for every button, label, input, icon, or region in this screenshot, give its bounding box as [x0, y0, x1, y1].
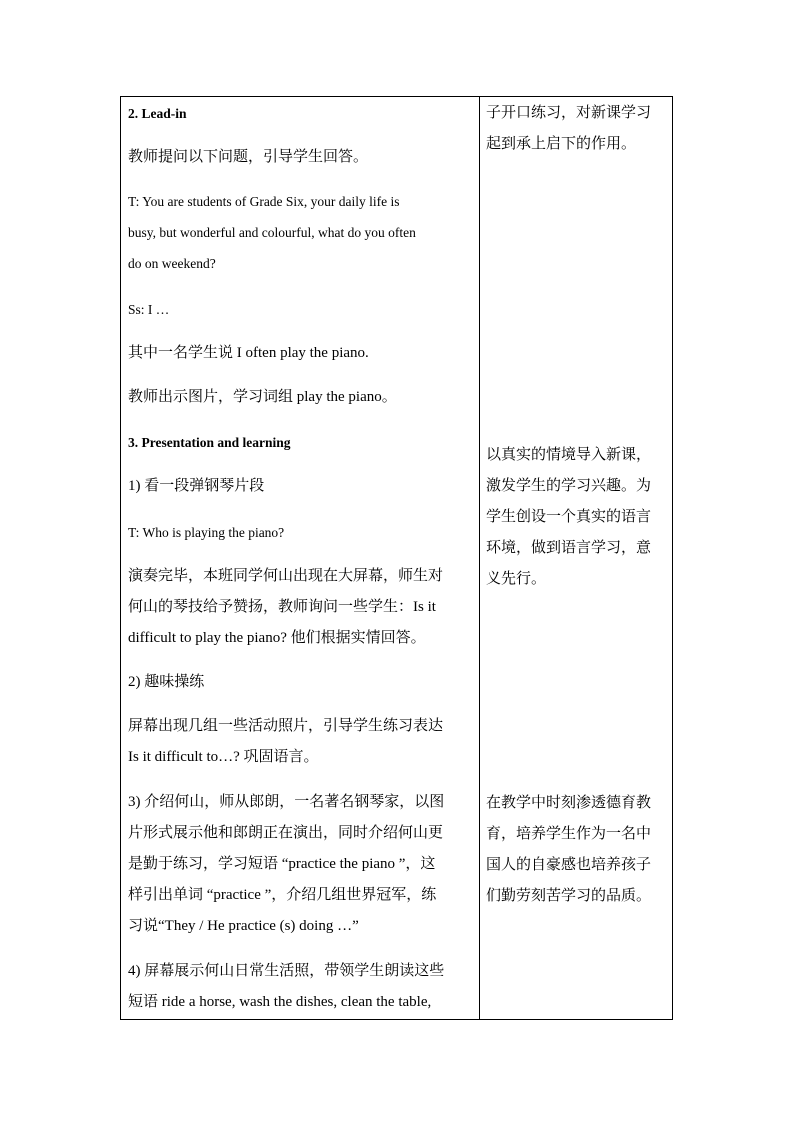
teacher-who-question: T: Who is playing the piano?: [128, 525, 285, 540]
students-answer: Ss: I …: [128, 302, 170, 317]
note-2-line-4: 环境，做到语言学习，意: [486, 540, 652, 556]
presentation-heading: 3. Presentation and learning: [128, 435, 291, 450]
lesson-plan-table: [120, 96, 673, 1020]
step-4-line-2: 短语 ride a horse, wash the dishes, clean the table,: [128, 994, 432, 1010]
student-says-piano: 其中一名学生说 I often play the piano.: [128, 345, 369, 361]
note-3-line-4: 们勤劳刻苦学习的品质。: [486, 888, 652, 904]
step-3-line-3: 是勤于练习，学习短语 “practice the piano ”，这: [128, 856, 436, 872]
step-2: 2) 趣味操练: [128, 674, 205, 690]
note-3-line-1: 在教学中时刻渗透德育教: [486, 795, 652, 811]
step-4-line-1: 4) 屏幕展示何山日常生活照，带领学生朗读这些: [128, 963, 445, 979]
performance-line-3: difficult to play the piano? 他们根据实情回答。: [128, 630, 426, 646]
note-2-line-2: 激发学生的学习兴趣。为: [486, 478, 652, 494]
note-2-line-1: 以真实的情境导入新课，: [486, 447, 652, 463]
drill-line-2: Is it difficult to…? 巩固语言。: [128, 749, 319, 765]
drill-line-1: 屏幕出现几组一些活动照片，引导学生练习表达: [128, 718, 444, 734]
note-1-line-2: 起到承上启下的作用。: [486, 136, 637, 152]
performance-line-1: 演奏完毕，本班同学何山出现在大屏幕，师生对: [128, 568, 444, 584]
step-3-line-2: 片形式展示他和郎朗正在演出，同时介绍何山更: [128, 825, 444, 841]
teacher-question-line-2: busy, but wonderful and colourful, what do you often: [128, 225, 416, 240]
teacher-question-line-3: do on weekend?: [128, 256, 216, 271]
step-3-line-4: 样引出单词 “practice ”，介绍几组世界冠军，练: [128, 887, 437, 903]
show-picture-line: 教师出示图片，学习词组 play the piano。: [128, 389, 397, 405]
note-2-line-3: 学生创设一个真实的语言: [486, 509, 652, 525]
lead-in-heading: 2. Lead-in: [128, 106, 187, 121]
column-divider: [479, 97, 480, 1019]
teacher-question-line-1: T: You are students of Grade Six, your daily life is: [128, 194, 400, 209]
lead-in-instruction: 教师提问以下问题，引导学生回答。: [128, 149, 369, 165]
note-3-line-3: 国人的自豪感也培养孩子: [486, 857, 652, 873]
note-1-line-1: 子开口练习，对新课学习: [486, 105, 652, 121]
note-2-line-5: 义先行。: [486, 571, 547, 587]
step-3-line-5: 习说“They / He practice (s) doing …”: [128, 918, 359, 934]
note-3-line-2: 育，培养学生作为一名中: [486, 826, 652, 842]
step-3-line-1: 3) 介绍何山，师从郎朗，一名著名钢琴家，以图: [128, 794, 445, 810]
step-1: 1) 看一段弹钢琴片段: [128, 478, 265, 494]
performance-line-2: 何山的琴技给予赞扬，教师询问一些学生：Is it: [128, 599, 436, 615]
